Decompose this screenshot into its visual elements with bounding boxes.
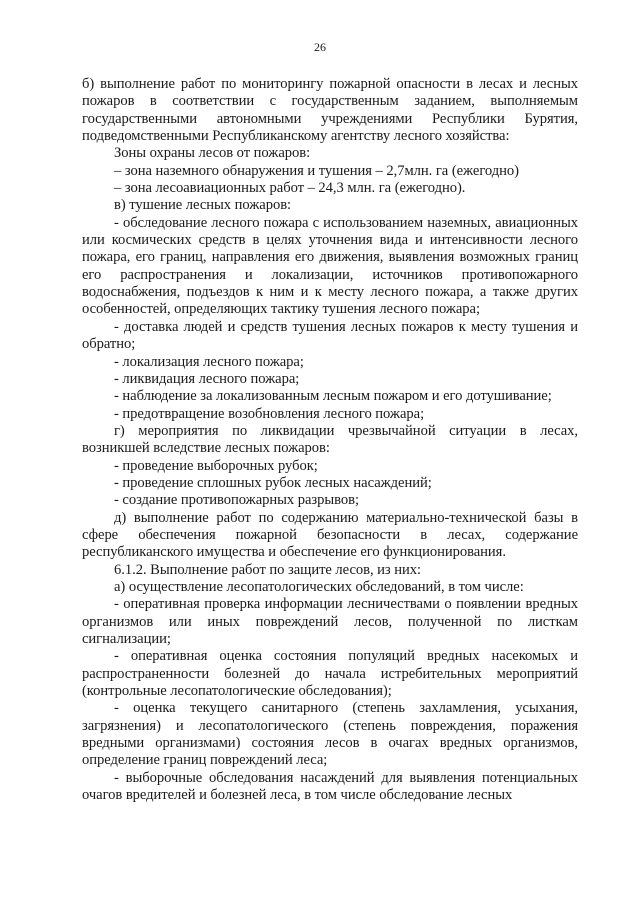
paragraph-clear-cutting: - проведение сплошных рубок лесных насаждений; — [114, 474, 432, 491]
paragraph-zone-aviation: – зона лесоавиационных работ – 24,3 млн. га (ежегодно). — [114, 180, 466, 197]
paragraph-liquidation: - ликвидация лесного пожара; — [114, 370, 300, 387]
paragraph-forest-protection: 6.1.2. Выполнение работ по защите лесов, из них: — [114, 561, 422, 578]
paragraph-pathology-surveys: а) осуществление лесопатологических обследований, в том числе: — [114, 578, 524, 595]
paragraph-fire-monitoring: б) выполнение работ по мониторингу пожарной опасности в лесах и лесных пожаров в соответствии с государственным заданием, выполняемым государственными автономными учреждениями Республики Бурятия, подведомственными Республиканскому агентству лесного хозяйства: — [82, 76, 578, 145]
paragraph-zone-ground: – зона наземного обнаружения и тушения – 2,7млн. га (ежегодно) — [114, 162, 519, 179]
paragraph-localization: - локализация лесного пожара; — [114, 353, 304, 370]
paragraph-emergency: г) мероприятия по ликвидации чрезвычайной ситуации в лесах, возникшей вследствие лесных пожаров: — [82, 422, 578, 457]
document-body — [82, 76, 578, 804]
paragraph-delivery: - доставка людей и средств тушения лесных пожаров к месту тушения и обратно; — [82, 318, 578, 353]
paragraph-selective-cutting: - проведение выборочных рубок; — [114, 457, 318, 474]
paragraph-population-assessment: - оперативная оценка состояния популяций вредных насекомых и распространенности болезней до начала истребительных мероприятий (контрольные лесопатологические обследования); — [82, 648, 578, 700]
paragraph-firebreaks: - создание противопожарных разрывов; — [114, 492, 359, 509]
paragraph-fire-suppression-title: в) тушение лесных пожаров: — [114, 197, 292, 214]
paragraph-observation: - наблюдение за локализованным лесным пожаром и его дотушивание; — [114, 388, 552, 405]
paragraph-sanitary-assessment: - оценка текущего санитарного (степень захламления, усыхания, загрязнения) и лесопатологического (степень повреждения, поражения вредными организмами) состояния лесов в очагах вредных организмов, определение границ повреждений леса; — [82, 700, 578, 769]
page-number: 26 — [314, 40, 326, 54]
paragraph-prevention: - предотвращение возобновления лесного пожара; — [114, 405, 425, 422]
paragraph-material-base: д) выполнение работ по содержанию материально-технической базы в сфере обеспечения пожарной безопасности в лесах, содержание республиканского имущества и обеспечение его функционирования. — [82, 509, 578, 561]
paragraph-operational-check: - оперативная проверка информации лесничествами о появлении вредных организмов или иных повреждений лесов, полученной по листкам сигнализации; — [82, 596, 578, 647]
paragraph-selective-surveys: - выборочные обследования насаждений для выявления потенциальных очагов вредителей и болезней леса, в том числе обследование лесных — [82, 769, 578, 804]
paragraph-zones-title: Зоны охраны лесов от пожаров: — [114, 145, 311, 162]
paragraph-fire-survey: - обследование лесного пожара с использованием наземных, авиационных или космических средств в целях уточнения вида и интенсивности лесного пожара, его границ, направления его движения, выявления возможных границ его распространения и локализации, источников противопожарного водоснабжения, подъездов к ним и к месту лесного пожара, а также других особенностей, определяющих тактику тушения лесного пожара; — [82, 214, 578, 318]
